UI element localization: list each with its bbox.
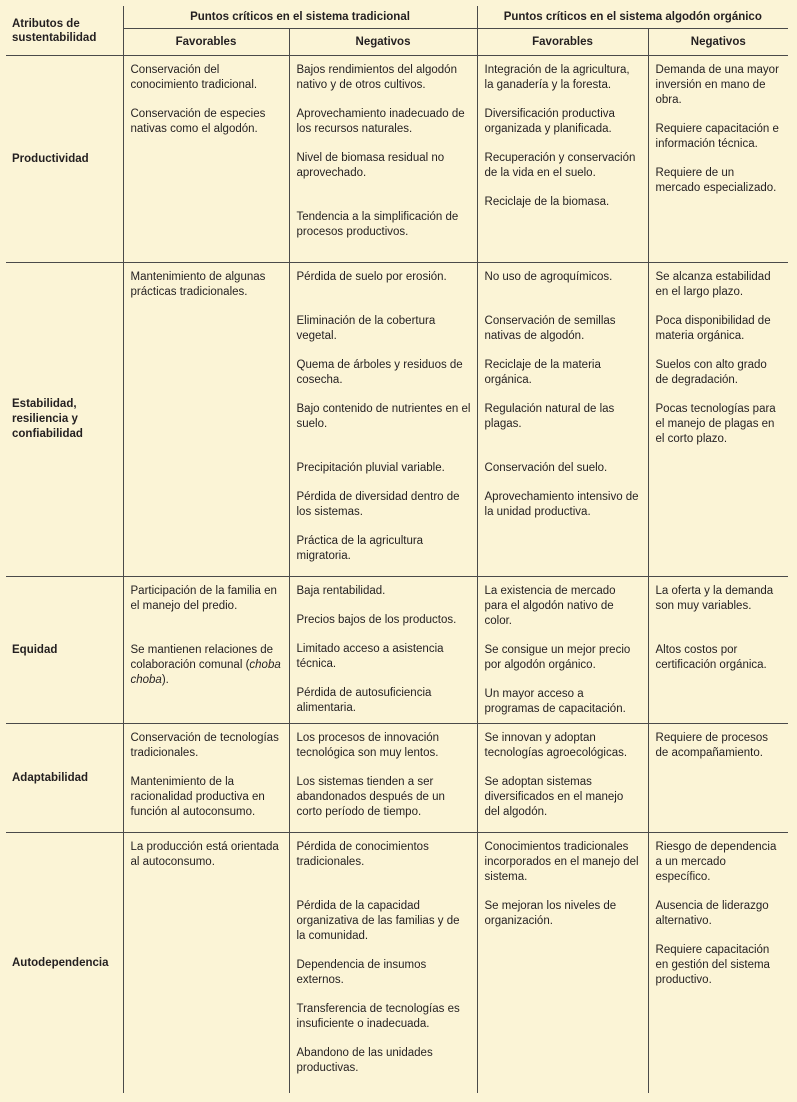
- list-item: Aprovechamiento inadecuado de los recursos naturales.: [296, 108, 465, 135]
- list-item: La oferta y la demanda son muy variables.: [655, 585, 774, 612]
- list-item: Conservación de semillas nativas de algodón.: [484, 315, 616, 342]
- trad-favorables-cell: [123, 56, 289, 263]
- header-trad-negativos: Negativos: [289, 29, 477, 56]
- attribute-cell: Productividad: [6, 56, 123, 263]
- list-item: Demanda de una mayor inversión en mano de obra.: [655, 64, 779, 106]
- list-item: Aprovechamiento intensivo de la unidad productiva.: [484, 491, 639, 518]
- list-item: Bajos rendimientos del algodón nativo y de otros cultivos.: [296, 64, 457, 91]
- org-favorables-cell: [477, 833, 648, 1094]
- list-item: Mantenimiento de algunas prácticas tradicionales.: [130, 271, 266, 298]
- list-item: La producción está orientada al autoconsumo.: [130, 841, 279, 868]
- table-row: [6, 577, 788, 724]
- list-item: Dependencia de insumos externos.: [296, 959, 427, 986]
- list-item: Se innovan y adoptan tecnologías agroecológicas.: [484, 732, 628, 759]
- table-row: [6, 724, 788, 833]
- header-org-negativos: Negativos: [648, 29, 788, 56]
- trad-favorables-cell: [123, 577, 289, 724]
- org-negativos-cell: [648, 724, 788, 833]
- list-item: Pérdida de diversidad dentro de los sistemas.: [296, 491, 460, 518]
- trad-favorables-cell: [123, 833, 289, 1094]
- trad-negativos-cell: [289, 263, 477, 577]
- list-item: Diversificación productiva organizada y planificada.: [484, 108, 615, 135]
- table-row: [6, 833, 788, 1094]
- list-item: Bajo contenido de nutrientes en el suelo.: [296, 403, 471, 430]
- list-item: Riesgo de dependencia a un mercado específico.: [655, 841, 777, 883]
- list-item: Pérdida de suelo por erosión.: [296, 271, 447, 283]
- list-item: Eliminación de la cobertura vegetal.: [296, 315, 436, 342]
- table-body: [6, 56, 788, 1094]
- list-item: Pocas tecnologías para el manejo de plagas en el corto plazo.: [655, 403, 776, 445]
- list-item: Limitado acceso a asistencia técnica.: [296, 643, 444, 670]
- list-item: Los sistemas tienden a ser abandonados después de un corto período de tiempo.: [296, 776, 445, 818]
- list-item: Suelos con alto grado de degradación.: [655, 359, 767, 386]
- list-item: Regulación natural de las plagas.: [484, 403, 615, 430]
- trad-negativos-cell: [289, 833, 477, 1094]
- list-item: Conocimientos tradicionales incorporados en el manejo del sistema.: [484, 841, 639, 883]
- table-row: [6, 56, 788, 263]
- list-item: Reciclaje de la materia orgánica.: [484, 359, 601, 386]
- table-header: [6, 6, 788, 56]
- sustainability-table: [6, 6, 788, 1093]
- list-item: Tendencia a la simplificación de procesos productivos.: [296, 211, 459, 238]
- list-item: Se alcanza estabilidad en el largo plazo.: [655, 271, 771, 298]
- list-item: Conservación de tecnologías tradicionales.: [130, 732, 279, 759]
- attribute-cell: Adaptabilidad: [6, 724, 123, 833]
- trad-negativos-cell: [289, 577, 477, 724]
- header-traditional: Puntos críticos en el sistema tradicional: [123, 6, 477, 29]
- header-attributes: Atributos de sustentabilidad: [6, 6, 123, 56]
- list-item: Conservación del suelo.: [484, 462, 608, 474]
- list-item: Abandono de las unidades productivas.: [296, 1047, 433, 1074]
- list-item: Nivel de biomasa residual no aprovechado.: [296, 152, 445, 179]
- org-favorables-cell: [477, 56, 648, 263]
- list-item: Práctica de la agricultura migratoria.: [296, 535, 424, 562]
- header-org-favorables: Favorables: [477, 29, 648, 56]
- list-item: Transferencia de tecnologías es insuficiente o inadecuada.: [296, 1003, 460, 1030]
- org-negativos-cell: [648, 56, 788, 263]
- list-item: Precios bajos de los productos.: [296, 614, 457, 626]
- trad-negativos-cell: [289, 724, 477, 833]
- list-item: Requiere de un mercado especializado.: [655, 167, 777, 194]
- list-item: Quema de árboles y residuos de cosecha.: [296, 359, 463, 386]
- list-item: Baja rentabilidad.: [296, 585, 386, 597]
- org-negativos-cell: [648, 833, 788, 1094]
- trad-negativos-cell: [289, 56, 477, 263]
- list-item: Mantenimiento de la racionalidad productiva en función al autoconsumo.: [130, 776, 265, 818]
- list-item: Un mayor acceso a programas de capacitación.: [484, 688, 626, 715]
- list-item: Integración de la agricultura, la ganadería y la foresta.: [484, 64, 630, 91]
- org-favorables-cell: [477, 724, 648, 833]
- list-item: Conservación del conocimiento tradicional.: [130, 64, 258, 91]
- list-item: Se mejoran los niveles de organización.: [484, 900, 617, 927]
- list-item: No uso de agroquímicos.: [484, 271, 613, 283]
- trad-favorables-cell: [123, 263, 289, 577]
- list-item: Pérdida de autosuficiencia alimentaria.: [296, 687, 432, 714]
- table-row: [6, 263, 788, 577]
- list-item: Altos costos por certificación orgánica.: [655, 644, 767, 671]
- list-item: Poca disponibilidad de materia orgánica.: [655, 315, 771, 342]
- list-item: Requiere capacitación e información técnica.: [655, 123, 779, 150]
- list-item: Se mantienen relaciones de colaboración comunal (choba choba).: [130, 644, 281, 686]
- italic-term: choba choba: [130, 659, 281, 686]
- trad-favorables-cell: [123, 724, 289, 833]
- list-item: Requiere de procesos de acompañamiento.: [655, 732, 769, 759]
- list-item: Recuperación y conservación de la vida en el suelo.: [484, 152, 636, 179]
- list-item: Conservación de especies nativas como el algodón.: [130, 108, 266, 135]
- list-item: La existencia de mercado para el algodón nativo de color.: [484, 585, 616, 627]
- list-item: Pérdida de la capacidad organizativa de las familias y de la comunidad.: [296, 900, 460, 942]
- list-item: Ausencia de liderazgo alternativo.: [655, 900, 769, 927]
- org-negativos-cell: [648, 263, 788, 577]
- header-trad-favorables: Favorables: [123, 29, 289, 56]
- list-item: Se adoptan sistemas diversificados en el manejo del algodón.: [484, 776, 624, 818]
- attribute-cell: Equidad: [6, 577, 123, 724]
- list-item: Pérdida de conocimientos tradicionales.: [296, 841, 429, 868]
- org-negativos-cell: [648, 577, 788, 724]
- list-item: Participación de la familia en el manejo del predio.: [130, 585, 277, 612]
- org-favorables-cell: [477, 263, 648, 577]
- attribute-cell: Estabilidad, resiliencia y confiabilidad: [6, 263, 123, 577]
- attribute-cell: Autodependencia: [6, 833, 123, 1094]
- org-favorables-cell: [477, 577, 648, 724]
- list-item: Se consigue un mejor precio por algodón orgánico.: [484, 644, 631, 671]
- list-item: Requiere capacitación en gestión del sistema productivo.: [655, 944, 770, 986]
- list-item: Los procesos de innovación tecnológica son muy lentos.: [296, 732, 440, 759]
- list-item: Reciclaje de la biomasa.: [484, 196, 610, 208]
- header-organic: Puntos críticos en el sistema algodón orgánico: [477, 6, 788, 29]
- list-item: Precipitación pluvial variable.: [296, 462, 445, 474]
